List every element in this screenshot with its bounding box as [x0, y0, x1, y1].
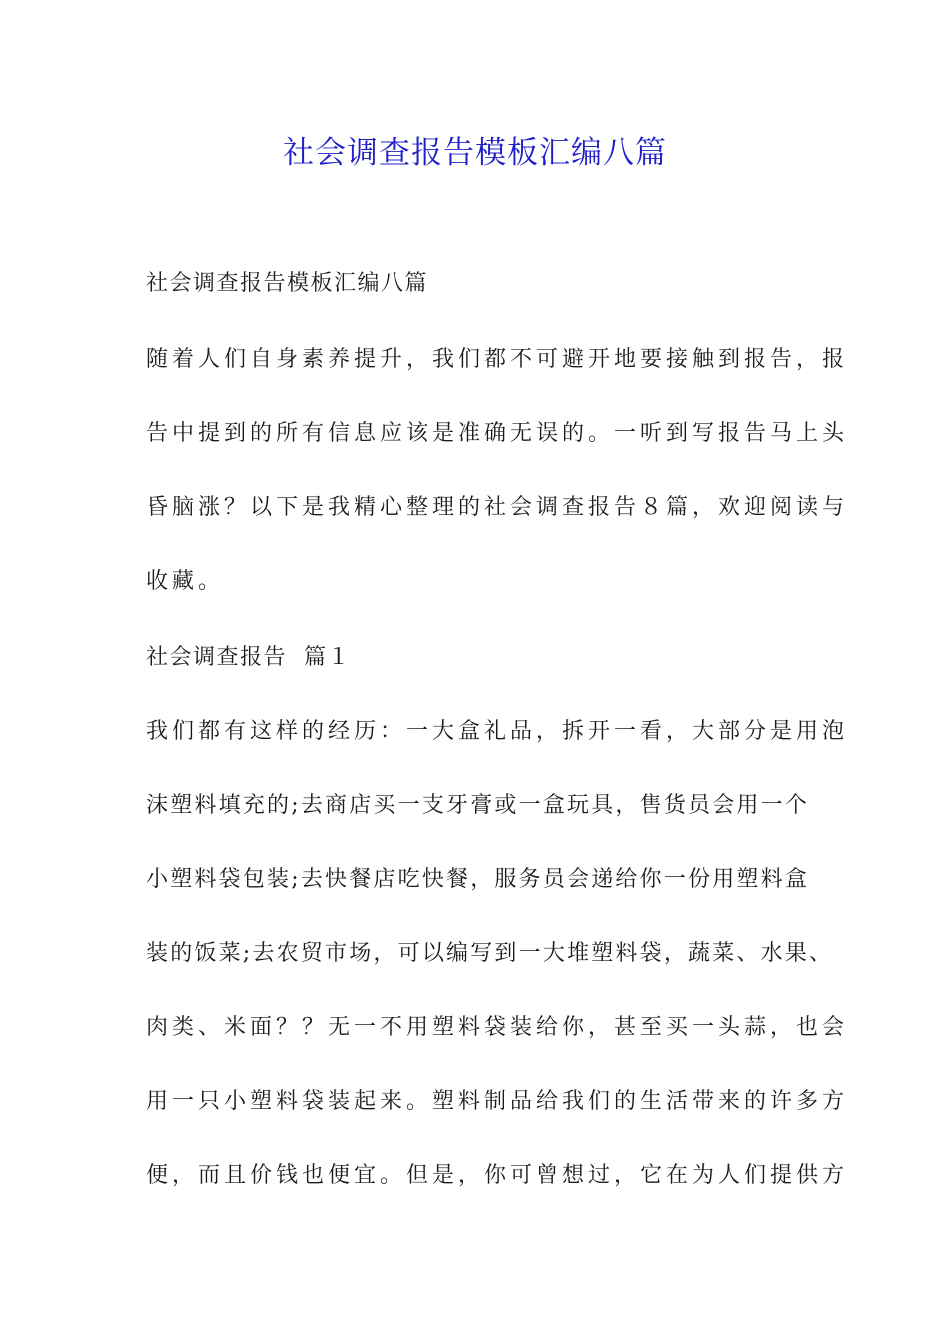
document-subtitle: 社会调查报告模板汇编八篇: [146, 271, 429, 296]
intro-line: 昏脑涨？以下是我精心整理的社会调查报告８篇，欢迎阅读与: [146, 495, 849, 520]
intro-line: 随着人们自身素养提升，我们都不可避开地要接触到报告，报: [146, 347, 849, 372]
body-line: 便，而且价钱也便宜。但是，你可曾想过，它在为人们提供方: [146, 1163, 849, 1188]
body-line: 用一只小塑料袋装起来。塑料制品给我们的生活带来的许多方: [146, 1089, 849, 1114]
body-line: 沫塑料填充的;去商店买一支牙膏或一盒玩具，售货员会用一个: [146, 793, 810, 818]
body-line: 装的饭菜;去农贸市场，可以编写到一大堆塑料袋，蔬菜、水果、: [146, 941, 834, 966]
body-line: 我们都有这样的经历：一大盒礼品，拆开一看，大部分是用泡: [146, 719, 849, 744]
section-heading: 社会调查报告 篇１: [146, 645, 351, 670]
intro-line: 告中提到的所有信息应该是准确无误的。一听到写报告马上头: [146, 421, 849, 446]
body-line: 肉类、米面？？无一不用塑料袋装给你，甚至买一头蒜，也会: [146, 1015, 849, 1040]
intro-line: 收藏。: [146, 569, 225, 594]
body-line: 小塑料袋包装;去快餐店吃快餐，服务员会递给你一份用塑料盒: [146, 867, 810, 892]
document-title: 社会调查报告模板汇编八篇: [283, 135, 667, 171]
